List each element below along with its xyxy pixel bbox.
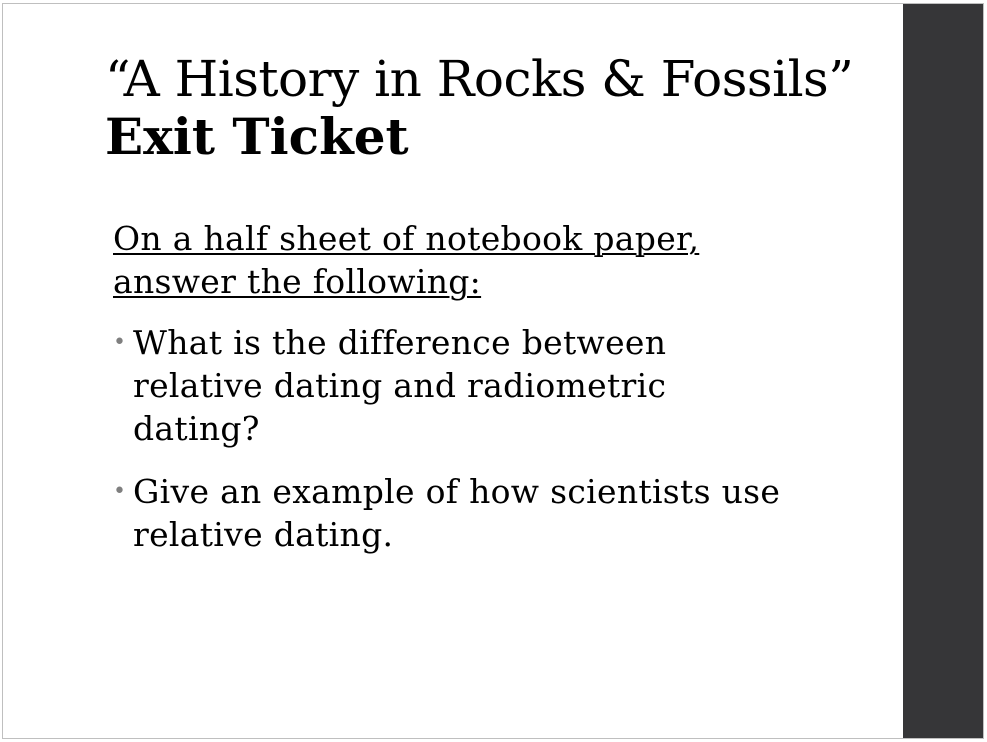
- slide: [2, 3, 984, 739]
- question-item: [113, 470, 793, 556]
- slide-subtitle-exit-ticket: Exit Ticket: [105, 107, 409, 166]
- slide-body: [113, 217, 793, 576]
- question-list: [113, 321, 793, 556]
- instructions-text: On a half sheet of notebook paper, answer the following:: [113, 219, 700, 301]
- slide-title-line: “A History in Rocks & Fossils”: [105, 50, 854, 108]
- question-item: [113, 321, 793, 450]
- bullet-icon: •: [113, 330, 127, 355]
- slide-title: [105, 50, 895, 166]
- side-accent-bar: [903, 4, 983, 738]
- question-text: What is the difference between relative dating and radiometric dating?: [133, 323, 667, 448]
- question-text: Give an example of how scientists use relative dating.: [133, 472, 781, 554]
- bullet-icon: •: [113, 479, 127, 504]
